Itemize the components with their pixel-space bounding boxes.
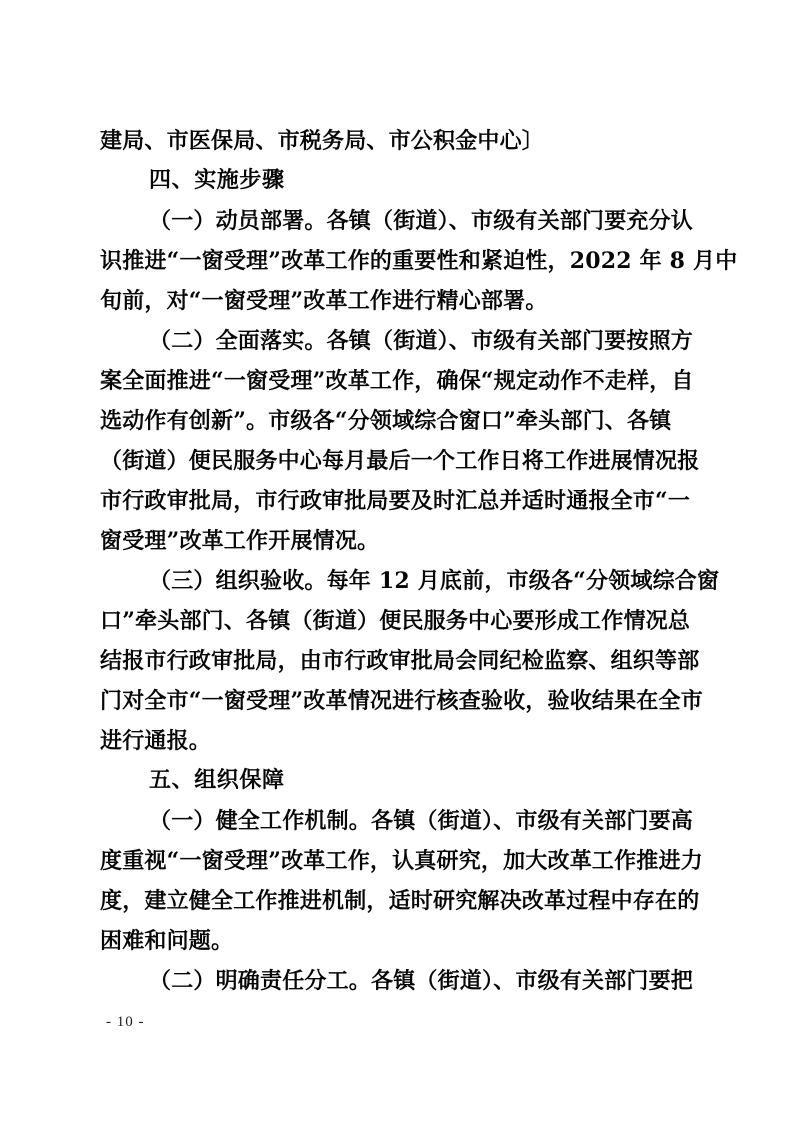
text-line: 旬前，对“一窗受理”改革工作进行精心部署。 <box>100 288 548 314</box>
section-heading: 五、组织保障 <box>149 768 285 793</box>
text-line: 困难和问题。 <box>100 928 234 954</box>
document-body <box>100 121 738 1001</box>
text-line: 口”牵头部门、各镇（街道）便民服务中心要形成工作情况总 <box>100 608 691 634</box>
text-line: （三）组织验收。每年 12 月底前，市级各“分领域综合窗 <box>149 568 720 594</box>
text-line: 市行政审批局，市行政审批局要及时汇总并适时通报全市“一 <box>100 488 691 514</box>
page-number: - 10 - <box>106 1014 145 1030</box>
text-line: 度，建立健全工作推进机制，适时研究解决改革过程中存在的 <box>100 888 700 914</box>
text-line: 进行通报。 <box>100 728 212 754</box>
text-line: 度重视“一窗受理”改革工作，认真研究，加大改革工作推进力 <box>100 848 703 874</box>
text-line: （一）健全工作机制。各镇（街道）、市级有关部门要高 <box>149 808 694 834</box>
text-line: （二）全面落实。各镇（街道）、市级有关部门要按照方 <box>149 328 694 354</box>
text-line: 结报市行政审批局，由市行政审批局会同纪检监察、组织等部 <box>100 648 700 674</box>
text-line: 建局、市医保局、市税务局、市公积金中心〕 <box>100 128 545 154</box>
text-line: （街道）便民服务中心每月最后一个工作日将工作进展情况报 <box>100 448 700 474</box>
section-heading: 四、实施步骤 <box>149 168 285 193</box>
text-line: 案全面推进“一窗受理”改革工作，确保“规定动作不走样，自 <box>100 368 694 394</box>
text-line: 选动作有创新”。市级各“分领域综合窗口”牵头部门、各镇 <box>100 408 672 434</box>
text-line: （一）动员部署。各镇（街道）、市级有关部门要充分认 <box>149 208 694 234</box>
text-line: 门对全市“一窗受理”改革情况进行核查验收，验收结果在全市 <box>100 688 703 714</box>
text-line: 识推进“一窗受理”改革工作的重要性和紧迫性，2022 年 8 月中 <box>100 248 738 274</box>
text-line: 窗受理”改革工作开展情况。 <box>100 528 380 554</box>
text-line: （二）明确责任分工。各镇（街道）、市级有关部门要把 <box>149 968 694 994</box>
